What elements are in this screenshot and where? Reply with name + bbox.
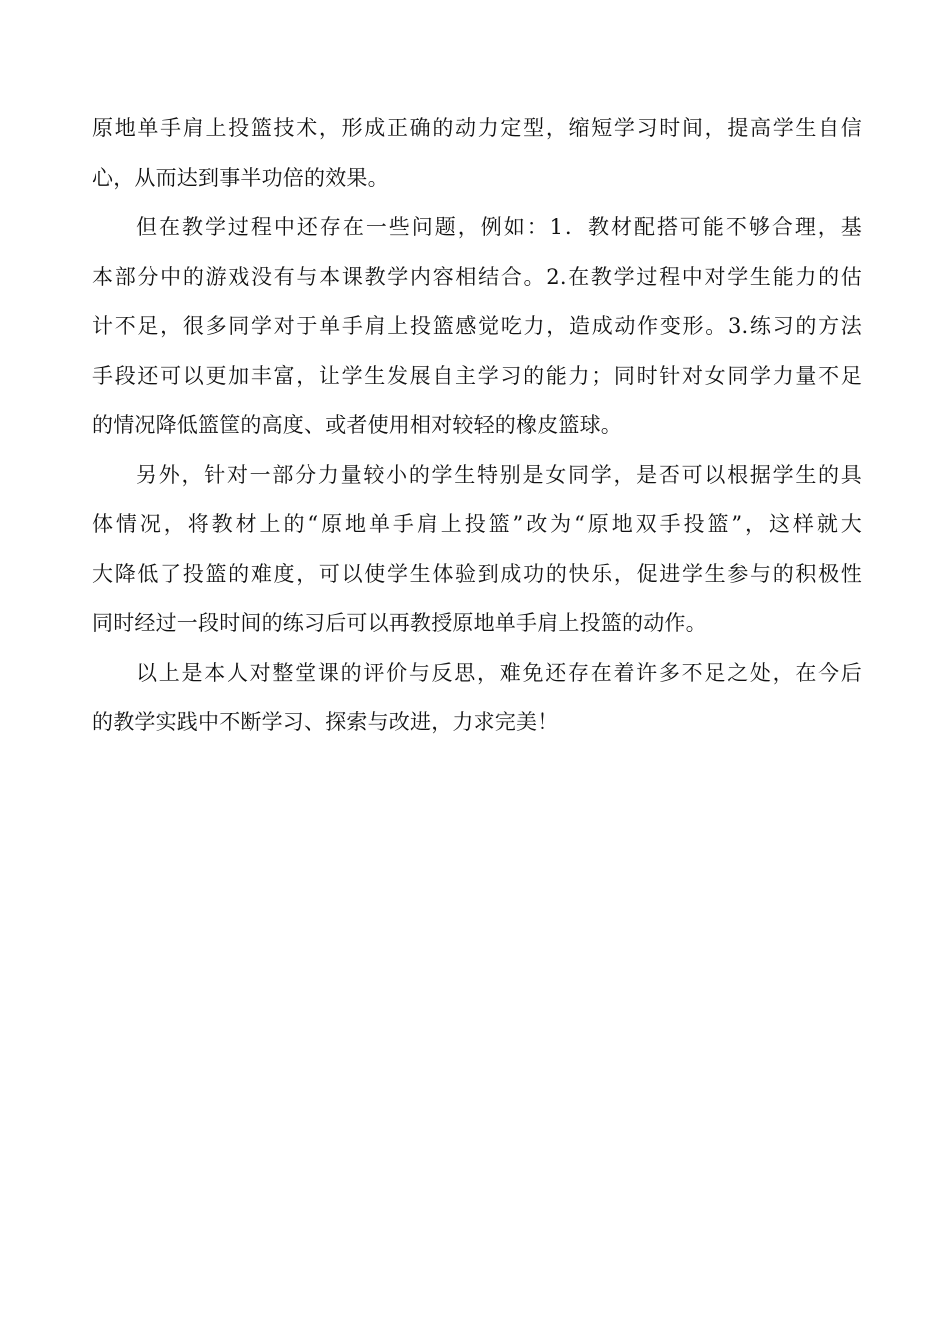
text-line: 计不足，很多同学对于单手肩上投篮感觉吃力，造成动作变形。3.练习的方法: [92, 314, 862, 338]
text-line: 的情况降低篮筐的高度、或者使用相对较轻的橡皮篮球。: [92, 413, 622, 437]
text-line: 以上是本人对整堂课的评价与反思，难免还存在着许多不足之处，在今后: [136, 660, 862, 685]
text-line: 心，从而达到事半功倍的效果。: [92, 165, 389, 190]
text-line: 另外，针对一部分力量较小的学生特别是女同学，是否可以根据学生的具: [136, 462, 862, 487]
text-line: 手段还可以更加丰富，让学生发展自主学习的能力；同时针对女同学力量不足: [92, 363, 862, 388]
paragraph-3: [92, 451, 862, 649]
text-line: 大降低了投篮的难度，可以使学生体验到成功的快乐，促进学生参与的积极性: [92, 561, 862, 586]
text-line: 体情况，将教材上的“原地单手肩上投篮”改为“原地双手投篮”，这样就大: [92, 512, 862, 536]
text-line: 原地单手肩上投篮技术，形成正确的动力定型，缩短学习时间，提高学生自信: [92, 116, 862, 140]
paragraph-1: [92, 104, 862, 203]
text-line: 但在教学过程中还存在一些问题，例如：1．教材配搭可能不够合理，基: [136, 215, 862, 239]
document-body: [92, 104, 862, 748]
text-line: 本部分中的游戏没有与本课教学内容相结合。2.在教学过程中对学生能力的估: [92, 264, 862, 289]
text-line: 的教学实践中不断学习、探索与改进，力求完美！: [92, 710, 559, 734]
text-line: 同时经过一段时间的练习后可以再教授原地单手肩上投篮的动作。: [92, 611, 707, 635]
paragraph-2: [92, 203, 862, 451]
paragraph-4: [92, 649, 862, 748]
